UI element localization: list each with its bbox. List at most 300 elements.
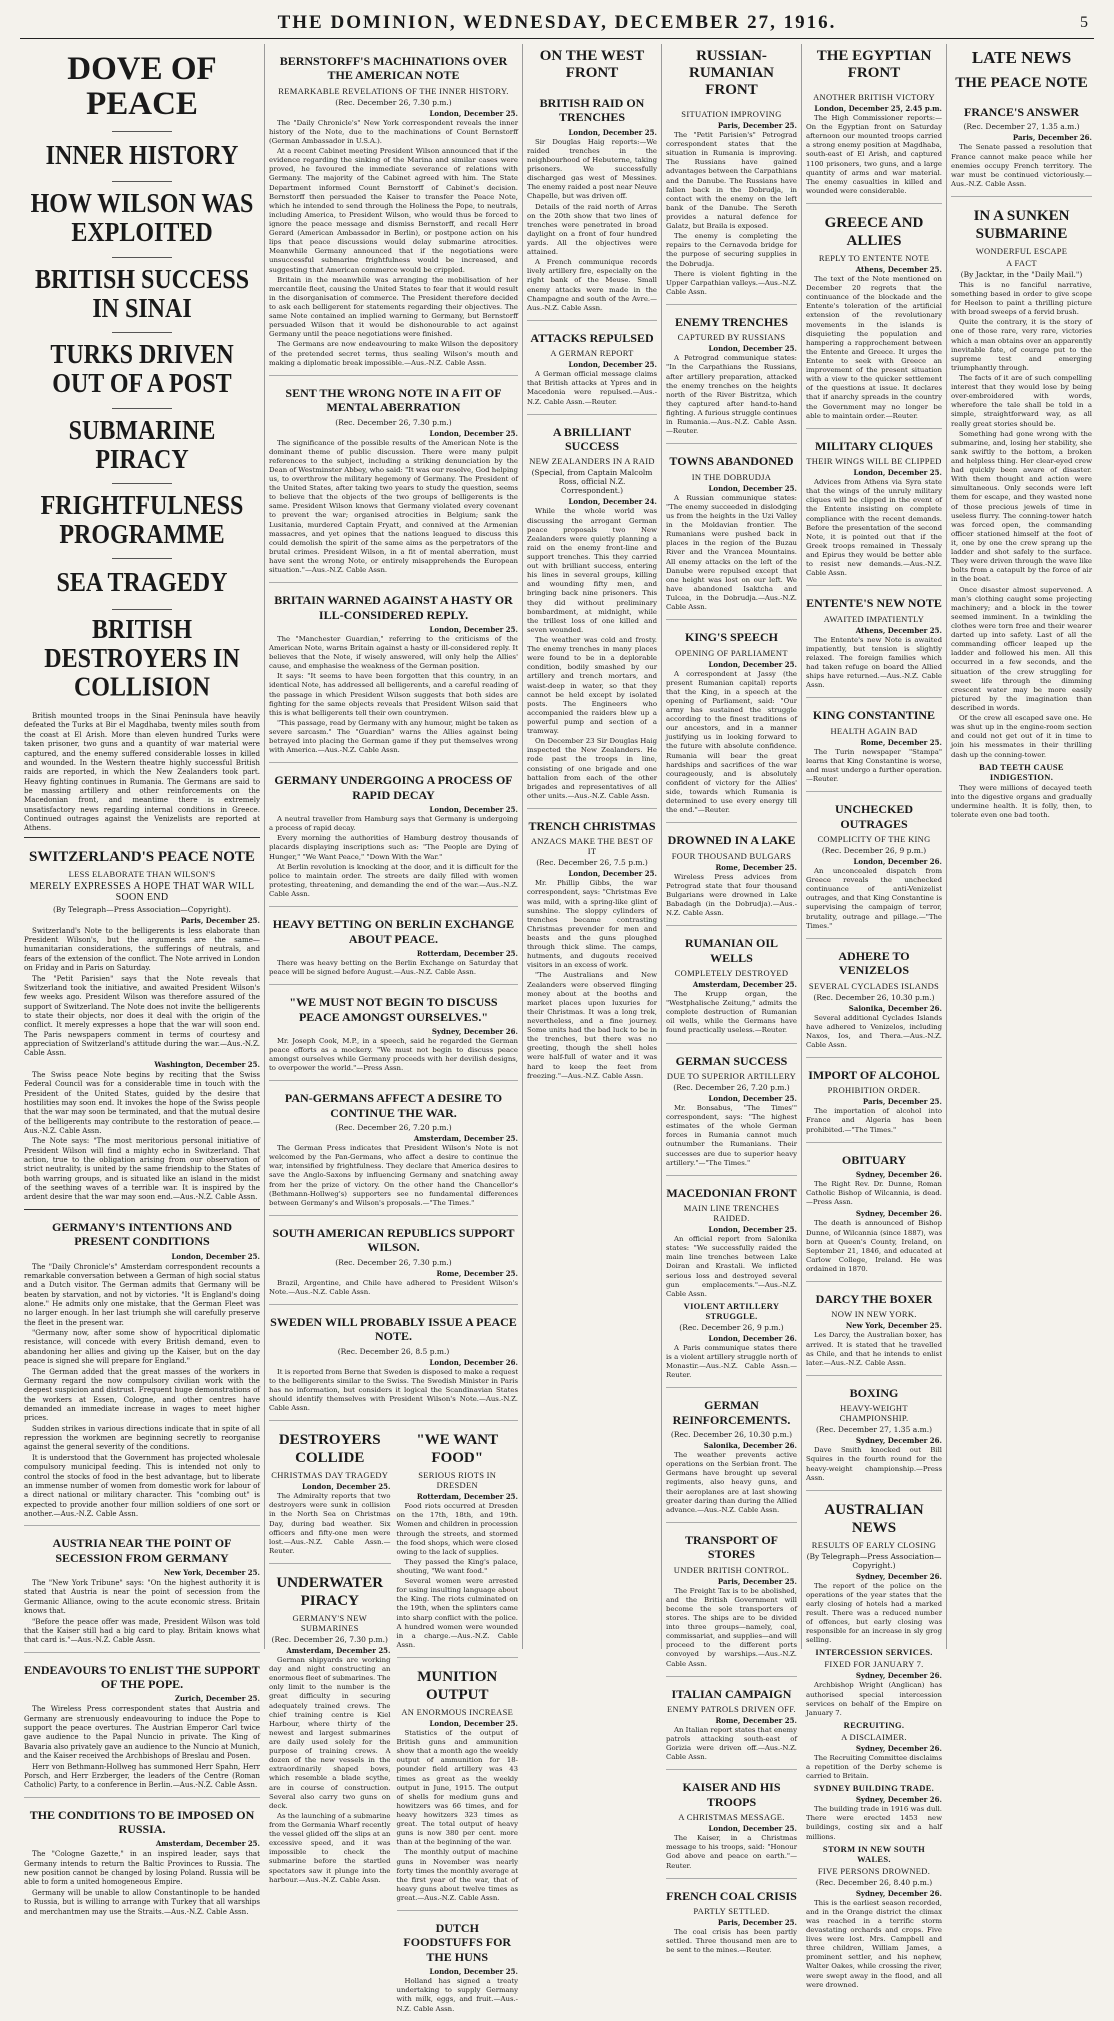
paragraph: Mr. Bonsabus, "The Times'" correspondent, says: "The highest estimates of the whole German forces in Rumania cannot much outnumber the Rumanians. Their successes are due to superior heavy artillery."—"The Times." xyxy=(666,1103,797,1167)
received-line: (Rec. December 26, 7.30 p.m.) xyxy=(335,417,452,427)
headline-deck-1: INNER HISTORY xyxy=(45,141,239,172)
paragraph: The enemy is completing the repairs to the Cernavoda bridge for the purpose of securing supplies in the Dobrudja. xyxy=(666,232,797,268)
paragraph: The importation of alcohol into France and Algeria has been prohibited.—"The Times." xyxy=(806,1107,942,1134)
paragraph: It is understood that the Government has projected wholesale compulsory municipal feeding. This is intended not only to control the stocks of food in the best advantage, but to liberate an immense number of women from domestic work for labour of a direct national or military character. This "combing out" is expected to provide another four million soldiers of one sort or another.—Aus.-N.Z. Cable Assn. xyxy=(24,1452,260,1518)
credit-line: (By Jacktar, in the "Daily Mail.") xyxy=(960,269,1083,279)
paragraph: Food riots occurred at Dresden on the 17th, 18th, and 19th. Women and children in procession through the streets, and stormed the food shops, which were closed owing to the lack of supplies. xyxy=(396,1502,518,1556)
article-subhead: FIXED FOR JANUARY 7. xyxy=(824,1659,924,1670)
paragraph: The significance of the possible results of the American Note is the dominant theme of public discussion. There were many pulpit references to the subject, including a striking denunciation by the Dean of Westminster Abbey, who said: "It was our resolve, God helping us, to overthrow the military hegemony of Germany. The President of the United States, after taking two years to study the question, seems to believe that the objects of the two groups of belligerents is the same. President Wilson knows that Germany violated every covenant to prevent the war; organised atrocities in Belgium; sank the Lusitania, murdered Captain Fryatt, and connived at the Armenian massacres, and yet opines that the nations leagued to discuss this could demolish the spirit of the same aims as the perpetrators of the brutal crimes. President Wilson, in a fit of mental aberration, must have sent the wrong Note, or entirely misapprehends the European situation."—Aus.-N.Z. Cable Assn. xyxy=(269,438,518,575)
article-subhead: DUE TO SUPERIOR ARTILLERY xyxy=(666,1070,797,1081)
article-title: ENDEAVOURS TO ENLIST THE SUPPORT OF THE POPE. xyxy=(24,1662,260,1691)
article-britain-warned xyxy=(269,583,518,763)
article-france-answer xyxy=(951,95,1092,197)
article-subhead: MERELY EXPRESSES A HOPE THAT WAR WILL SOON END xyxy=(29,880,255,903)
article-title: DROWNED IN A LAKE xyxy=(667,833,796,848)
received-line: (Rec. December 26, 7.30 p.m.) xyxy=(335,1257,452,1267)
paragraph: Sir Douglas Haig reports:—We raided trenches in the neighbourhood of Hebuterne, taking prisoners. We successfully discharged gas west of Messines. The enemy raided a post near Neuve Chapelle, but was driven off. xyxy=(527,137,657,201)
paragraph: Details of the raid north of Arras on the 20th show that two lines of trenches were penetrated in broad daylight on a front of four hundred yards. All the objectives were attained. xyxy=(527,202,657,257)
article-subhead: IN THE DOBRUDJA xyxy=(691,471,772,482)
section-title: ON THE WEST FRONT xyxy=(539,48,645,81)
article-subhead: RECRUITING. xyxy=(843,1719,905,1730)
paragraph: The German added that the great masses of the workers in Germany regard the now compulsory civilian work with the deepest suspicion and distrust. Frequent huge demonstrations of the workers at Essen, Cologne, and other centres have demanded an immediate increase in wages to meet higher prices. xyxy=(24,1366,260,1423)
article-title: DESTROYERS COLLIDE xyxy=(278,1432,381,1467)
article-subhead: BAD TEETH CAUSE INDIGESTION. xyxy=(979,761,1064,782)
received-line: (Rec. December 26, 10.30 p.m.) xyxy=(670,1430,793,1440)
dateline: New York, December 25. xyxy=(845,1321,942,1331)
paragraph: The Entente's new Note is awaited impatiently, but tension is slightly relaxed. The foreign families which had taken refuge on board the Allied ships have returned.—Aus.-N.Z. Cable Assn. xyxy=(806,635,942,690)
paragraph: The "Daily Chronicle's" New York correspondent reveals the inner history of the Note, due to the machinations of Count Bernstorff (German Ambassador in U.S.A.). xyxy=(269,118,518,145)
article-title: A BRILLIANT SUCCESS xyxy=(552,424,632,454)
article-title: ITALIAN CAMPAIGN xyxy=(671,1686,792,1701)
article-drowned xyxy=(666,823,797,926)
columns xyxy=(20,44,1096,2013)
article-russia-conditions xyxy=(24,1798,260,1923)
dateline: London, December 25. xyxy=(429,428,518,438)
paragraph: The building trade in 1916 was dull. There were erected 1453 new buildings, costing six and a half millions. xyxy=(806,1805,942,1841)
headline-deck-3: BRITISH SUCCESS IN SINAI xyxy=(34,264,250,324)
section-title: RUSSIAN-RUMANIAN FRONT xyxy=(689,48,774,98)
article-title: IN A SUNKEN SUBMARINE xyxy=(973,207,1070,242)
article-title: TOWNS ABANDONED xyxy=(669,454,794,469)
article-destroyers xyxy=(269,1421,391,1564)
article-title: GERMAN REINFORCEMENTS. xyxy=(672,1398,791,1427)
dateline: London, December 25. xyxy=(171,1251,260,1261)
paragraph: Of the crew all escaped save one. He was shut up in the engine-room section and could not get out of it in time to join his messmates in their thrilling dash up the conning-tower. xyxy=(951,714,1092,759)
dateline: London, December 25. xyxy=(708,1225,797,1235)
paragraph: There is violent fighting in the Upper Carpathian valleys.—Aus.-N.Z. Cable Assn. xyxy=(666,269,797,296)
dateline: Sydney, December 26. xyxy=(855,1888,942,1898)
article-title: BRITAIN WARNED AGAINST A HASTY OR ILL-CONSIDERED REPLY. xyxy=(274,593,513,622)
paragraph: Advices from Athens via Syra state that the wings of the unruly military cliques will be clipped in the event of the Entente insisting on complete compliance with the recent demands. Before the presentation of the second Note, it is pointed out that if the Greek troops remained in Thessaly and Epirus they would be better able to resist new demands.—Aus.-N.Z. Cable Assn. xyxy=(806,478,942,578)
article-british-raid xyxy=(527,86,657,321)
paragraph: Switzerland's Note to the belligerents is less elaborate than President Wilson's, but the arguments are the same—humanitarian considerations, the sufferings of neutrals, and fears of the extension of the conflict. The Note arrived in London on Friday and in Paris on Saturday. xyxy=(24,925,260,973)
dateline: Sydney, December 26. xyxy=(855,1671,942,1681)
paragraph: "This passage, read by Germany with any humour, might be taken as severe sarcasm." The "Guardian" warns the Allies against being betrayed into placing the German game if they put themselves wrong with America.—Aus.-N.Z. Cable Assn. xyxy=(269,718,518,755)
article-sunken-submarine xyxy=(951,197,1092,827)
paragraph: Sudden strikes in various directions indicate that in spite of all repression the workmen are beginning secretly to reorganise against the general severity of the conditions. xyxy=(24,1423,260,1452)
article-pope xyxy=(24,1653,260,1798)
article-german-reinforcements xyxy=(666,1388,797,1523)
dateline: Sydney, December 26. xyxy=(855,1571,942,1581)
section-title: THE EGYPTIAN FRONT xyxy=(816,48,932,81)
received-line: (Rec. December 27, 1.35 a.m.) xyxy=(815,1425,933,1435)
paragraph: They were millions of decayed teeth into the digestive organs and gradually undermine health. It is folly, then, to tolerate even one bad tooth. xyxy=(951,783,1092,819)
paragraph: The "New York Tribune" says: "On the highest authority it is stated that Austria is near the point of secession from the Germanic Alliance, owing to the acute economic stress. Britain knows that. xyxy=(24,1578,260,1616)
paragraph: Several additional Cyclades Islands have adhered to Venizelos, including Naxos, Ios, and Thera.—Aus.-N.Z. Cable Assn. xyxy=(806,1013,942,1049)
headline-deck-7: SEA TRAGEDY xyxy=(56,568,228,599)
article-subhead: SITUATION IMPROVING xyxy=(681,109,782,119)
section-subtitle: THE PEACE NOTE xyxy=(955,75,1088,91)
received-line: (Rec. December 26, 7.30 p.m.) xyxy=(335,97,452,107)
article-transport-stores xyxy=(666,1523,797,1677)
dateline: London, December 25. xyxy=(708,1824,797,1834)
paragraph: "Germany now, after some show of hypocritical diplomatic resistance, will concede with every British demand, even to abandoning her allies and giving up the Kaiser, but on the day peace is signed she will prepare for England." xyxy=(24,1328,260,1366)
article-boxing xyxy=(806,1376,942,1491)
headline-deck-2: HOW WILSON WAS EXPLOITED xyxy=(30,189,254,249)
dateline: New York, December 25. xyxy=(163,1568,260,1578)
dateline: Rome, December 25. xyxy=(715,862,797,872)
article-subhead: NEW ZEALANDERS IN A RAID xyxy=(529,456,655,467)
paragraph: Quite the contrary, it is the story of one of those rare, very rare, victories which a man obtains over an apparently inevitable fate, of courage put to the supreme test and emerging triumphantly through. xyxy=(951,318,1092,372)
dateline: London, December 25. xyxy=(568,360,657,370)
paragraph: A Paris communique states there is a violent artillery struggle north of Monastir.—Aus.-N.Z. Cable Assn.—Reuter. xyxy=(666,1343,797,1380)
received-line: (Rec. December 26, 9 p.m.) xyxy=(821,845,927,855)
article-title: GREECE AND ALLIES xyxy=(824,214,924,249)
article-title: DARCY THE BOXER xyxy=(815,1292,933,1307)
headline-deck-5: SUBMARINE PIRACY xyxy=(68,415,216,475)
paragraph: The Germans are now endeavouring to make Wilson the depository of the pretended secret terms, thus sealing Wilson's mouth and making a diplomatic break impossible.—Aus.-N.Z. Cable Assn. xyxy=(269,340,518,367)
article-subhead: CAPTURED BY RUSSIANS xyxy=(677,332,786,343)
article-egyptian-front xyxy=(806,86,942,204)
headline-main: DOVE OF PEACE xyxy=(67,51,217,122)
paragraph: A Petrograd communique states: "In the Carpathians the Russians, after artillery preparation, attacked the enemy trenches on the heights north of the River Bistritza, which they captured after hand-to-hand fighting. A furious struggle continues in Rumania.—Aus.-N.Z. Cable Assn.—Reuter. xyxy=(666,354,797,436)
article-subhead: CHRISTMAS DAY TRAGEDY xyxy=(271,1470,389,1481)
article-title: GERMAN SUCCESS xyxy=(675,1053,788,1068)
article-germany-conditions xyxy=(24,1210,260,1526)
article-subhead: HEAVY-WEIGHT CHAMPIONSHIP. xyxy=(839,1403,909,1424)
article-subhead: GERMANY'S NEW SUBMARINES xyxy=(292,1612,368,1633)
paragraph: The Krupp organ, the "Westphalische Zeitung," admits the complete destruction of Rumanian oil wells, while the Germans have found practically useless.—Reuter. xyxy=(666,990,797,1035)
article-title: AUSTRIA NEAR THE POINT OF SECESSION FROM GERMANY xyxy=(52,1536,232,1565)
dateline: Amsterdam, December 25. xyxy=(413,1134,518,1144)
article-title: "WE WANT FOOD" xyxy=(416,1432,499,1467)
paragraph: The "Daily Chronicle's" Amsterdam correspondent recounts a remarkable conversation between a German of high social status and a Dutch visitor. The German admits that Germany will be beaten by starvation, and not by victories. "It is England's doing alone." He admits only one mistake, that the German Fleet was no larger enough. In her last triumph she will carefully preserve the fleet in the present war. xyxy=(24,1261,260,1327)
article-subhead: NOW IN NEW YORK. xyxy=(831,1309,917,1320)
article-subhead: FOUR THOUSAND BULGARS xyxy=(671,850,792,861)
paragraph: A neutral traveller from Hamburg says that Germany is undergoing a process of rapid decay. xyxy=(269,815,518,833)
article-unchecked-outrages xyxy=(806,792,942,939)
article-title: THE CONDITIONS TO BE IMPOSED ON RUSSIA. xyxy=(29,1807,255,1837)
article-title: DUTCH FOODSTUFFS FOR THE HUNS xyxy=(403,1921,512,1964)
dateline: London, December 25. xyxy=(708,659,797,669)
dateline: Paris, December 25. xyxy=(717,1918,797,1928)
article-oil-wells xyxy=(666,926,797,1043)
dateline: London, December 25. xyxy=(568,127,657,137)
paragraph: The Senate passed a resolution that France cannot make peace while her enemies occupy French territory. The war must be continued victoriously.—Aus.-N.Z. Cable Assn. xyxy=(951,143,1092,188)
paragraph: At a recent Cabinet meeting President Wilson announced that if the evidence regarding the sinking of the Marina and similar cases were proved, he favoured the immediate severance of relations with Germany. The majority of the Cabinet agreed with him. The State Department informed Count Bernstorff of Cabinet's decision. Bernstorff then persuaded the Kaiser to transfer the Peace Note, which he intended to send through the Holiness the Pope, to neutrals, including America, to President Wilson, who would thus be forced to ignore the peace message and dismiss Bernstorff, and recall Herr Gerard (American Ambassador in Berlin), or postpone action on his lips that peace discussions would delay submarine atrocities. Meanwhile Germany announced that if the negotiations were unsuccessful submarine frightfulness would be increased, and suggesting that American commerce would be crippled. xyxy=(269,147,518,274)
dateline: London, December 25. xyxy=(568,869,657,879)
dateline: Paris, December 25. xyxy=(862,1097,942,1107)
article-kaiser-troops xyxy=(666,1770,797,1878)
article-greece-allies xyxy=(806,204,942,429)
article-trench-christmas xyxy=(527,809,657,1088)
paragraph: While the whole world was discussing the arrogant German peace proposals two New Zealanders were quietly planning a raid on the enemy front-line and support trenches. This they carried out with brilliant success, entering his lines in several groups, killing and wounding fifty men, and bringing back nine prisoners. This they did without preliminary bombardment, at midnight, while the trillest loss of one killed and seven wounded. xyxy=(527,507,657,634)
dateline: London, December 25. xyxy=(853,468,942,478)
paragraph: The Wireless Press correspondent states that Austria and Germany are strenuously endeavouring to induce the Pope to support the peace overtures. The Austrian Emperor Carl twice gave audience to the Papal Nuncio in private. The King of Bavaria also privately gave an audience to the Nuncio at Munich, and the Kaiser received the Archbishops of Breslau and Posen. xyxy=(24,1704,260,1761)
received-line: (Rec. December 26, 7.30 p.m.) xyxy=(271,1634,388,1644)
article-munition xyxy=(397,1658,519,1911)
article-dutch-foodstuffs xyxy=(397,1911,519,2021)
received-line: (Rec. December 26, 7.5 p.m.) xyxy=(536,858,648,868)
article-underwater-piracy xyxy=(269,1564,391,1892)
article-subhead: HEALTH AGAIN BAD xyxy=(830,725,918,736)
article-coal-crisis xyxy=(666,1879,797,1963)
paragraph: Brazil, Argentine, and Chile have adhered to President Wilson's Note.—Aus.-N.Z. Cable Assn. xyxy=(269,1278,518,1296)
paragraph: An Italian report states that enemy patrols attacking south-east of Gorizia were driven off.—Aus.-N.Z. Cable Assn. xyxy=(666,1726,797,1762)
article-title: SWEDEN WILL PROBABLY ISSUE A PEACE NOTE. xyxy=(270,1314,517,1344)
article-subhead: OPENING OF PARLIAMENT xyxy=(675,647,788,658)
article-subhead: WONDERFUL ESCAPE xyxy=(975,245,1068,256)
article-title: RUMANIAN OIL WELLS xyxy=(685,936,778,965)
dateline: Sydney, December 26. xyxy=(855,1743,942,1753)
paragraph: An official report from Salonika states: "We successfully raided the main line trenches between Lake Doiran and Krastali. We inflicted serious loss and destroyed several gun emplacements."—Aus.-N.Z. Cable Assn. xyxy=(666,1235,797,1298)
article-subhead: RESULTS OF EARLY CLOSING xyxy=(811,1539,937,1550)
paragraph: Every morning the authorities of Hamburg destroy thousands of placards displaying inscriptions such as: "The People are Dying of Hunger," "We Want Peace," "Down With the War." xyxy=(269,834,518,861)
paragraph: The Freight Tax is to be abolished, and the British Government will become the sole transporters of stores. The ships are to be divided into three groups—namely, coal, commissariat, and supplies—and will proceed to the different ports convoyed by warships.—Aus.-N.Z. Cable Assn. xyxy=(666,1586,797,1668)
article-subhead: AWAITED IMPATIENTLY xyxy=(823,613,925,624)
article-title: BERNSTORFF'S MACHINATIONS OVER THE AMERICAN NOTE xyxy=(279,54,508,83)
article-must-not-begin xyxy=(269,985,518,1081)
article-venizelos xyxy=(806,939,942,1058)
article-subhead: ENEMY PATROLS DRIVEN OFF. xyxy=(667,1704,796,1715)
article-title: ATTACKS REPULSED xyxy=(530,330,654,345)
paragraph: This is no fanciful narrative, something based in order to give scope for Heelson to paint a thrilling picture with broad sweeps of a fervid brush. xyxy=(951,280,1092,317)
article-title: PAN-GERMANS AFFECT A DESIRE TO CONTINUE THE WAR. xyxy=(284,1091,503,1120)
dateline: Paris, December 25. xyxy=(180,915,260,925)
page-number: 5 xyxy=(1080,14,1088,31)
article-south-america xyxy=(269,1216,518,1305)
paragraph: This is the earliest season recorded, and in the Orange district the climax was reached in a terrific storm devastating orchards and crops. Five lives were lost. Mrs. Campbell and three children, William James, a prominent settler, and his nephew, Walter Oakes, while crossing the river, were swept away in the flood, and all were drowned. xyxy=(806,1898,942,1989)
received-line: (Rec. December 26, 10.30 p.m.) xyxy=(813,992,935,1002)
paragraph: On December 23 Sir Douglas Haig inspected the New Zealanders. He rode past the troops in line, consisting of one brigade and one battalion from each of the other brigades and representatives of all other units.—Aus.-N.Z. Cable Assn. xyxy=(527,737,657,800)
dateline: London, December 26. xyxy=(853,856,942,866)
masthead-title: THE DOMINION, WEDNESDAY, DECEMBER 27, 1916. xyxy=(277,12,837,33)
received-line: (Rec. December 26, 8.5 p.m.) xyxy=(337,1346,450,1356)
dateline: Paris, December 25. xyxy=(717,1576,797,1586)
article-title: AUSTRALIAN NEWS xyxy=(824,1501,924,1536)
article-title: BRITISH RAID ON TRENCHES xyxy=(539,96,645,125)
article-title: MUNITION OUTPUT xyxy=(417,1668,498,1703)
article-germany-decay xyxy=(269,763,518,907)
article-title: ADHERE TO VENIZELOS xyxy=(838,948,910,978)
dateline: Sydney, December 26. xyxy=(431,1026,518,1036)
article-subhead: FIVE PERSONS DROWNED. xyxy=(817,1865,931,1876)
article-title: KAISER AND HIS TROOPS xyxy=(682,1780,781,1809)
article-title: MILITARY CLIQUES xyxy=(815,438,933,453)
dateline: Sydney, December 26. xyxy=(855,1436,942,1446)
paragraph: The Right Rev. Dr. Dunne, Roman Catholic Bishop of Wilcannia, is dead.—Press Assn. xyxy=(806,1180,942,1207)
article-military-cliques xyxy=(806,429,942,587)
column-5 xyxy=(802,44,947,1989)
article-title: MACEDONIAN FRONT xyxy=(666,1185,797,1200)
dateline: London, December 25. xyxy=(301,1482,391,1492)
paragraph: A correspondent at Jassy (the present Rumanian capital) reports that the King, in a speech at the opening of Parliament, said: "Our army has sustained the struggle according to the finest traditions of our ancestors, and in a manner justifying us in looking forward to the future with absolute confidence. Rumania will bear the great hardships and sacrifices of the war courageously, and is absolutely confident of victory for the Allies' side, towards which Rumania is determined to use every energy till the end."—Reuter. xyxy=(666,669,797,815)
article-title: SWITZERLAND'S PEACE NOTE xyxy=(29,848,255,865)
paragraph: Herr von Bethmann-Hollweg has summoned Herr Spahn, Herr Porsch, and Herr Erzberger, the leaders of the Centre (Roman Catholic) Party, to a conference in Berlin.—Aus.-N.Z. Cable Assn. xyxy=(24,1761,260,1790)
article-title: UNDERWATER PIRACY xyxy=(276,1574,384,1609)
article-australian-news xyxy=(806,1491,942,1997)
dateline: London, December 26. xyxy=(429,1357,518,1367)
article-swiss-note xyxy=(24,837,260,1210)
article-subhead: SEVERAL CYCLADES ISLANDS xyxy=(808,980,940,991)
paragraph: As the launching of a submarine from the Germania Wharf recently the vessel glided off the slips at an excessive speed, and it was impossible to check the submarine before the startled spectators saw it plunge into the harbour.—Aus.-N.Z. Cable Assn. xyxy=(269,1811,391,1884)
paragraph: The Note says: "The most meritorious personal initiative of President Wilson will find a mighty echo in Switzerland. That action, true to the obligation arising from our observation of strict neutrality, is united by the same friendship to the States of both warring groups, and is situated like an island in the midst of the seething waves of a terrible war. It is inspired by the ardent desire that the war may soon end.—Aus.-N.Z. Cable Assn. xyxy=(24,1136,260,1202)
article-subhead: A DISCLAIMER. xyxy=(841,1731,907,1742)
dateline: Zurich, December 25. xyxy=(174,1694,260,1704)
article-german-success xyxy=(666,1044,797,1176)
column-1 xyxy=(20,44,265,1916)
paragraph: The weather was cold and frosty. The enemy trenches in many places were found to be in a deplorable condition, bodily smashed by our artillery and trench mortars, and waist-deep in water, so that they cannot be held except by isolated posts. The Engineers who accompanied the raiders blew up a powerful pump and section of a tramway. xyxy=(527,636,657,736)
article-title: KING CONSTANTINE xyxy=(812,708,936,723)
paragraph: Something had gone wrong with the submarine, and, losing her stability, she sank swiftly to the bottom, a broken and helpless thing. Her clear-eyed crew had quickly been aware of disaster. With them thought and action were simultaneous. Only seconds were left them for escape, and they wasted none of those precious jewels of time in useless flurry. The conning-tower hatch was forced open, the commanding officer stationed himself at the foot of it, one by one the crew sprang up the ladder and shot safely to the surface. They were driven through the wave like bolts from a catapult by the force of air in the boat. xyxy=(951,429,1092,584)
dateline: Rotterdam, December 25. xyxy=(416,1492,518,1502)
article-subhead: AN ENORMOUS INCREASE xyxy=(401,1706,514,1717)
paragraph: "The Australians and New Zealanders were observed flinging money about at the booths and market places upon luxuries for their Christmas. It was a long trek, nevertheless, and a fine journey. Some units had the bad luck to be in the trenches, but there was no greeting, though the shell holes were half-full of water and it was hard to keep the feet from freezing."—Aus.-N.Z. Cable Assn. xyxy=(527,971,657,1080)
dateline: Salonika, December 26. xyxy=(848,1003,942,1013)
dateline: Washington, December 25. xyxy=(154,1059,260,1069)
article-subhead: ANOTHER BRITISH VICTORY xyxy=(813,92,935,102)
paragraph: The Turin newspaper "Stampa" learns that King Constantine is worse, and must undergo a further operation.—Reuter. xyxy=(806,747,942,784)
paragraph: Several women were arrested for using insulting language about the King. The riots culminated on the 19th, when the splinters came into sharp conflict with the police. A hundred women were wounded in a charge.—Aus.-N.Z. Cable Assn. xyxy=(396,1577,518,1649)
column-6 xyxy=(947,44,1096,1649)
column-3 xyxy=(523,44,662,1649)
dateline: Salonika, December 26. xyxy=(703,1441,797,1451)
article-title: BOXING xyxy=(849,1385,899,1400)
article-towns-abandoned xyxy=(666,444,797,620)
article-austria xyxy=(24,1526,260,1652)
article-kings-speech xyxy=(666,620,797,823)
headline-deck-6: FRIGHTFULNESS PROGRAMME xyxy=(40,491,244,550)
paragraph: The Kaiser, in a Christmas message to his troops, said: "Honour God above and peace on earth."—Reuter. xyxy=(666,1834,797,1870)
dateline: London, December 25. xyxy=(429,1967,518,1977)
article-subhead: LESS ELABORATE THAN WILSON'S xyxy=(68,868,216,879)
headline-deck-8: BRITISH DESTROYERS IN COLLISION xyxy=(44,614,240,703)
article-alcohol xyxy=(806,1058,942,1143)
paragraph: There was heavy betting on the Berlin Exchange on Saturday that peace will be signed before August.—Aus.-N.Z. Cable Assn. xyxy=(269,958,518,977)
received-line: (Rec. December 26, 8.40 p.m.) xyxy=(815,1877,933,1887)
received-line: (Rec. December 26, 9 p.m.) xyxy=(679,1322,784,1332)
article-title: SENT THE WRONG NOTE IN A FIT OF MENTAL ABERRATION xyxy=(285,385,502,415)
article-macedonian-front xyxy=(666,1176,797,1389)
column-2 xyxy=(265,44,523,2013)
paragraph: The "Petit Parisien" says that the Note reveals that Switzerland took the initiative, and awaited President Wilson's few weeks ago. President Wilson was therefore assured of the support of Switzerland. The Note does not invite the belligerents to state their objects, nor does it deal with the origin of the conflict. It merely expresses a hope that the war will soon end. The Paris newspapers comment in terms of courtesy and appreciation of Switzerland's attitude during the war.—Aus.-N.Z. Cable Assn. xyxy=(24,973,260,1058)
article-subhead: THEIR WINGS WILL BE CLIPPED xyxy=(806,456,942,467)
dateline: London, December 24. xyxy=(568,497,657,507)
credit-line: (Special, from Captain Malcolm Ross, official N.Z. Correspondent.) xyxy=(531,468,653,496)
article-betting xyxy=(269,907,518,985)
article-subhead: UNDER BRITISH CONTROL. xyxy=(673,1564,790,1575)
paragraph: Statistics of the output of British guns and ammunition show that a month ago the weekly output of ammunition for 18-pounder field artillery was 43 times as great as the weekly output in June, 1915. The output of shells for medium guns and howitzers was 66 times, and for heavy howitzers 323 times as great. The total output of heavy guns is now 380 per cent. more than at the beginning of the war. xyxy=(396,1728,518,1847)
paragraph: Holland has signed a treaty undertaking to supply Germany with milk, eggs, and fruit.—Aus.-N.Z. Cable Assn. xyxy=(396,1977,518,2013)
article-sweden xyxy=(269,1305,518,1421)
article-subhead: A CHRISTMAS MESSAGE. xyxy=(678,1812,785,1823)
received-line: (Rec. December 26, 7.20 p.m.) xyxy=(673,1082,790,1092)
paragraph: The coal crisis has been partly settled. Three thousand men are to be sent to the mines.—Reuter. xyxy=(666,1928,797,1955)
paragraph: Mr. Phillip Gibbs, the war correspondent, says: "Christmas Eve was mild, with a spring-like glint of sunshine. The sloppy cylinders of trenches became contrasting Christmas prevender for men and beasts and the guns ploughed through thick slime. The camps, hutments, and dugouts received visitors in an excess of work. xyxy=(527,879,657,970)
dateline: Athens, December 25. xyxy=(855,264,942,274)
dateline: London, December 25. xyxy=(429,624,518,634)
paragraph: The weather prevents active operations on the Serbian front. The Germans have brought up several regiments, also heavy guns, and their aeroplanes are at last showing greater daring than during the Allied advance.—Aus.-N.Z. Cable Assn. xyxy=(666,1451,797,1514)
paragraph: An unconcealed dispatch from Greece reveals the unchecked continuance of anti-Venizelist outrages, and that King Constantine is supervising the campaign of terror, brutality, outrage and pillage.—"The Times." xyxy=(806,866,942,930)
paragraph: Les Darcy, the Australian boxer, has arrived. It is stated that he travelled as Chile, and that he intends to enlist later.—Aus.-N.Z. Cable Assn. xyxy=(806,1331,942,1367)
article-subhead: A FACT xyxy=(1006,257,1037,268)
credit-line: (By Telegraph—Press Association—Copyright.) xyxy=(806,1551,942,1570)
article-subhead: REMARKABLE REVELATIONS OF THE INNER HISTORY. xyxy=(278,85,509,96)
article-bernstorff xyxy=(269,44,518,376)
article-king-constantine xyxy=(806,698,942,792)
column-4 xyxy=(662,44,802,1955)
dateline: Amsterdam, December 25. xyxy=(155,1839,260,1849)
article-entente-note xyxy=(806,586,942,698)
article-obituary xyxy=(806,1143,942,1282)
dateline: Sydney, December 26. xyxy=(855,1209,942,1219)
article-title: UNCHECKED OUTRAGES xyxy=(834,802,913,831)
article-nz-raid xyxy=(527,415,657,809)
paragraph: At Berlin revolution is knocking at the door, and it is difficult for the police to maintain order. The streets are daily filled with women protesting, threatening, and demanding the end of the war.—Aus.-N.Z. Cable Assn. xyxy=(269,862,518,899)
paragraph: The death is announced of Bishop Dunne, of Wilcannia (since 1887), was born at Queen's County, Ireland, on September 21, 1846, and educated at Carlow College, Ireland. He was ordained in 1870. xyxy=(806,1219,942,1273)
article-wrong-note xyxy=(269,376,518,583)
dateline: London, December 25, 2.45 p.m. xyxy=(814,104,942,113)
article-darcy xyxy=(806,1282,942,1376)
paragraph: The Admiralty reports that two destroyers were sunk in collision in the North Sea on Christmas Day, during bad weather. Six officers and fifty-one men were lost.—Aus.-N.Z. Cable Assn.—Reuter. xyxy=(269,1492,391,1555)
article-title: FRENCH COAL CRISIS xyxy=(666,1888,797,1903)
received-line: (Rec. December 27, 1.35 a.m.) xyxy=(963,122,1080,132)
paragraph: A Russian communique states: "The enemy succeeded in dislodging us from the heights in the Uzi Valley in the Moldavian frontier. The Rumanians were pushed back in places in the region of the Buzau River and the Vrancea Mountains. All enemy attacks on the left of the Danube were repulsed except that one height was lost on our left. We have abandoned Isaktcha and Tulcea, in the Dobrudja.—Aus.-N.Z. Cable Assn. xyxy=(666,493,797,612)
dateline: Sydney, December 26. xyxy=(855,1795,942,1805)
article-title: ENTENTE'S NEW NOTE xyxy=(806,596,942,611)
article-subhead: VIOLENT ARTILLERY STRUGGLE. xyxy=(683,1300,780,1321)
dateline: London, December 25. xyxy=(708,344,797,354)
article-title: HEAVY BETTING ON BERLIN EXCHANGE ABOUT PEACE. xyxy=(272,917,515,946)
paragraph: The German Press indicates that President Wilson's Note is not welcomed by the Pan-Germans, who affect a desire to continue the war, intensified by frightfulness. They declare that America desires to save the Anglo-Saxons by influencing Germany and snatching away from her the prize of victory. On the other hand the Chancellor's (Bethmann-Hollweg's) supporters see no fundamental differences between Germany's and Wilson's proposals.—"The Times." xyxy=(269,1144,518,1207)
article-subhead: REPLY TO ENTENTE NOTE xyxy=(818,252,930,263)
article-subhead: COMPLETELY DESTROYED xyxy=(674,968,789,979)
article-subhead: PROHIBITION ORDER. xyxy=(827,1085,921,1096)
paragraph: "Before the peace offer was made, President Wilson was told that the Kaiser still had a big card to play. Britain knows what that card is."—Aus.-N.Z. Cable Assn. xyxy=(24,1616,260,1645)
article-title: OBITUARY xyxy=(841,1152,907,1167)
article-subhead: STORM IN NEW SOUTH WALES. xyxy=(822,1843,926,1864)
paragraph: Britain in the meanwhile was arranging the mobilisation of her mercantile fleet, causing the United States to fear that it would result in the disorganisation of commerce. The President therefore decided to ask each belligerent for statements regarding their objectives. The same Note contained an implied warning to Germany, but Bernstorff persuaded Wilson that it would be dishonourable to act against Germany until the peace negotiations were finished. xyxy=(269,275,518,339)
article-title: GERMANY'S INTENTIONS AND PRESENT CONDITIONS xyxy=(51,1219,233,1249)
article-subhead: PARTLY SETTLED. xyxy=(693,1906,770,1917)
dateline: Paris, December 26. xyxy=(1012,133,1092,143)
dateline: Rome, December 25. xyxy=(715,1716,797,1726)
paragraph: The Recruiting Committee disclaims a repetition of the Derby scheme is carried to Britain. xyxy=(806,1753,942,1781)
article-subhead: SYDNEY BUILDING TRADE. xyxy=(813,1783,935,1794)
credit-line: (By Telegraph—Press Association—Copyright). xyxy=(52,904,232,914)
article-title: ENEMY TRENCHES xyxy=(674,314,789,329)
dateline: London, December 26. xyxy=(708,1333,797,1343)
two-column-block xyxy=(269,1421,518,2020)
article-want-food xyxy=(397,1421,519,1658)
dateline: Sydney, December 26. xyxy=(855,1170,942,1180)
article-title: GERMANY UNDERGOING A PROCESS OF RAPID DECAY xyxy=(274,773,513,802)
paragraph: The report of the police on the operations of the year states that the early closing of hotels had a marked result. There was a reduced number of offences, but early closing was responsible for an increase in sly grog selling. xyxy=(806,1581,942,1645)
news-summary: British mounted troops in the Sinai Peninsula have heavily defeated the Turks at Bir el Magdhaba, twenty miles south from the coast at El Arish. More than eleven hundred Turks were taken prisoner, two guns and a quantity of war material were captured, and the enemy suffered considerable losses in killed and wounded. In the Western theatre highly successful British raids are reported, in which the New Zealanders took part. Heavy fighting continues in Rumania. The Germans are said to be massing artillery and other reinforcements on the Macedonian front, and meantime there is extremely unsatisfactory news regarding internal conditions in Greece. Continued outrages against the Venizelists are reported at Athens. xyxy=(24,711,260,833)
dateline: Athens, December 25. xyxy=(855,625,942,635)
dateline: London, December 25. xyxy=(708,483,797,493)
paragraph: The "Petit Parisien's" Petrograd correspondent states that the situation in Rumania is improving. The Russians have gained advantages between the Carpathians and the Danube. The Russians have fallen back in the Dobrudja, in contact with the enemy on the left bank of the Danube. The Sereth provides a natural defence for Galatz, but Braila is exposed. xyxy=(666,131,797,231)
dateline: Rotterdam, December 25. xyxy=(416,948,518,958)
article-subhead: INTERCESSION SERVICES. xyxy=(815,1647,933,1658)
article-title: FRANCE'S ANSWER xyxy=(963,105,1080,119)
section-title: LATE NEWS xyxy=(971,48,1072,67)
article-title: TRENCH CHRISTMAS xyxy=(528,818,656,833)
dateline: Paris, December 25. xyxy=(717,121,797,130)
article-subhead: COMPLICITY OF THE KING xyxy=(817,833,931,844)
paragraph: The text of the Note mentioned on December 20 regrets that the continuance of the blockade and the Entente's toleration of the artificial extension of the revolutionary movements in the islands is disquieting the population and hampering a rapprochement between the Entente and Greece. It urges the Entente to seek with Greece an improvement of the present situation with a view to the quicker settlement of the questions at issue. It declares that if anarchy spreads in the country the Government may no longer be able to maintain order.—Reuter. xyxy=(806,274,942,420)
paragraph: Germany will be unable to allow Constantinople to be handed to Russia, but is willing to arrange with Turkey that all warships and merchantmen may use the Straits.—Aus.-N.Z. Cable Assn. xyxy=(24,1887,260,1916)
paragraph: Once disaster almost supervened. A man's clothing caught some projecting machinery; and a block in the tower seemed imminent. In a twinkling the clothes were torn free and their wearer darted up into safety. Last of all the commanding officer leaped up the ladder and followed his men. All this occurred in a few seconds, and the situation of the crew struggling for sweet life through the dimming crescent water may be more easily pictured by the imagination than described in words. xyxy=(951,585,1092,712)
article-title: SOUTH AMERICAN REPUBLICS SUPPORT WILSON. xyxy=(272,1225,515,1255)
masthead xyxy=(20,8,1094,39)
paragraph: The High Commissioner reports:—On the Egyptian front on Saturday afternoon our mounted troops carried a strong enemy position at Magdhaba, south-east of El Arish, and captured 1100 prisoners, two guns, and a large quantity of arms and war material. The enemy casualties in killed and wounded were considerable. xyxy=(806,114,942,195)
dateline: London, December 25. xyxy=(429,108,518,118)
dateline: Rome, December 25. xyxy=(860,737,942,747)
article-italian-campaign xyxy=(666,1677,797,1771)
paragraph: A German official message claims that British attacks at Ypres and in Macedonia were repulsed.—Aus.-N.Z. Cable Assn.—Reuter. xyxy=(527,370,657,406)
paragraph: Archbishop Wright (Anglican) has authorised special intercession services on behalf of the Empire on January 7. xyxy=(806,1681,942,1717)
